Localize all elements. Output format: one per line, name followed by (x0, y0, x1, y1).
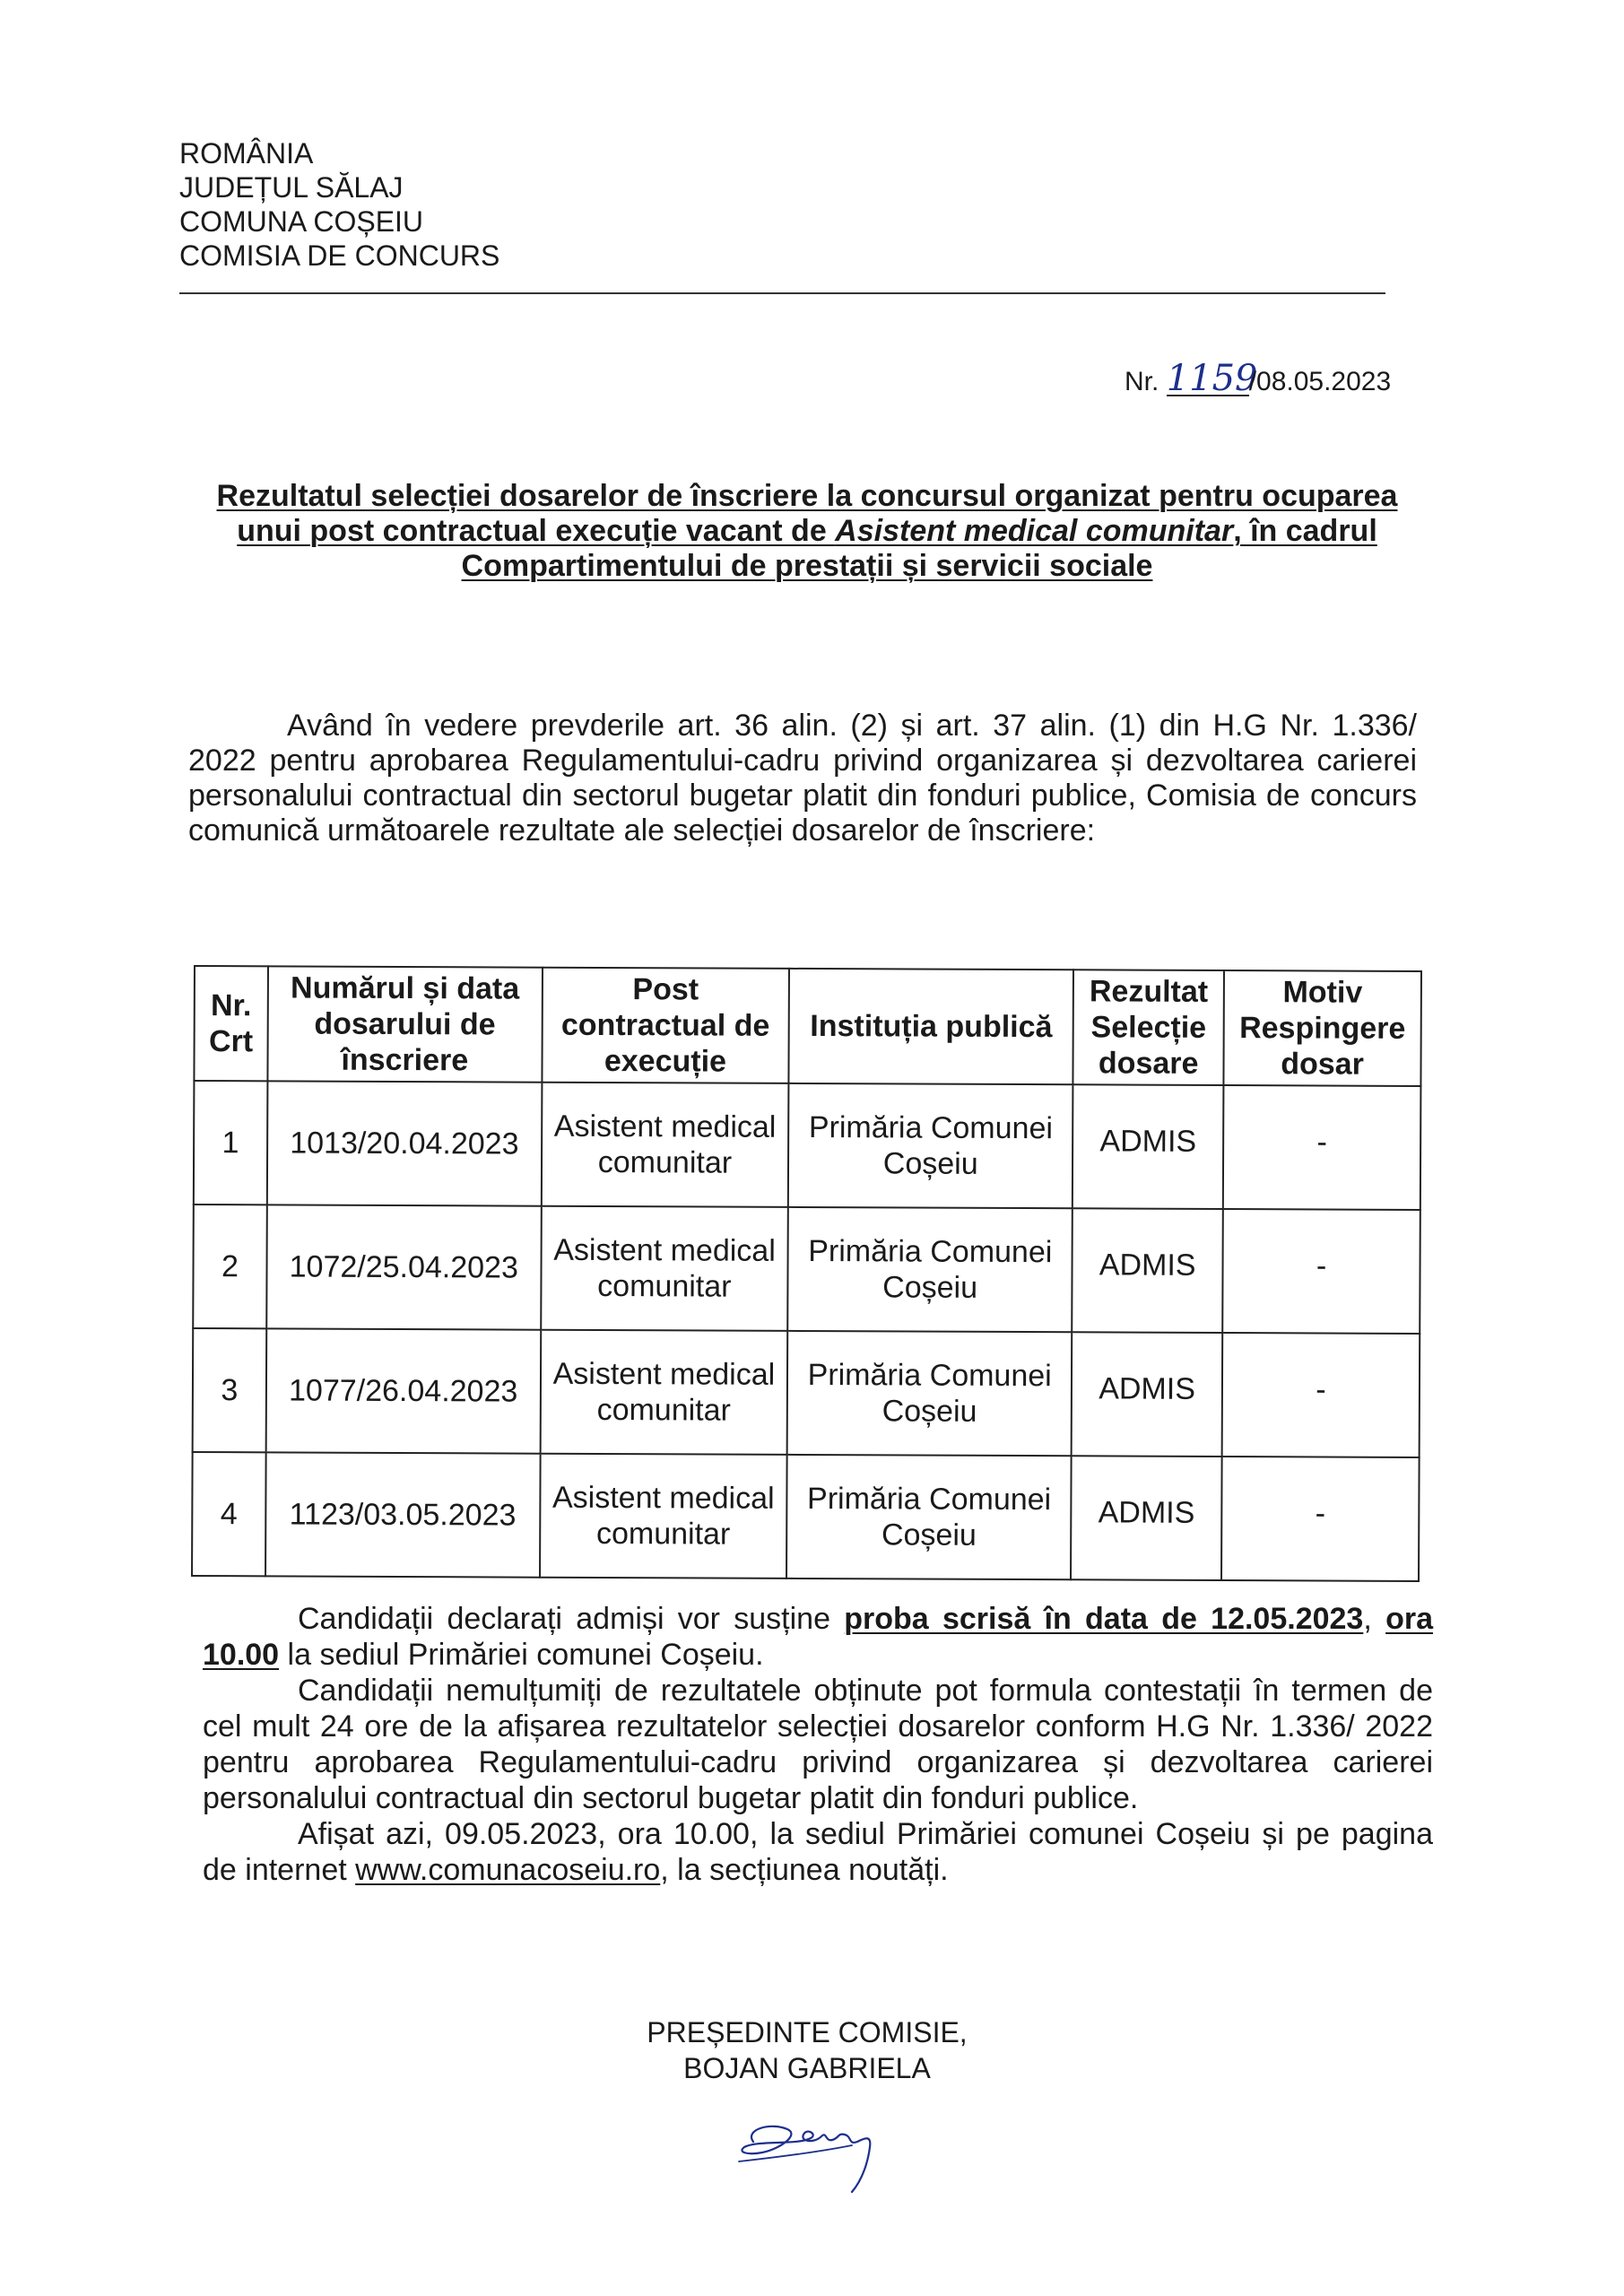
cell-reason: - (1222, 1209, 1420, 1334)
cell-file: 1077/26.04.2023 (266, 1328, 541, 1453)
cell-reason: - (1222, 1333, 1420, 1457)
signatory-name: BOJAN GABRIELA (683, 2052, 931, 2084)
intro-paragraph (188, 709, 1417, 848)
title-part-1: Rezultatul selecției dosarelor de înscriere la concursul organizat pentru ocuparea unui post contractual execuție vacant de (216, 479, 1398, 548)
cell-result: ADMIS (1072, 1332, 1222, 1457)
cell-file: 1072/25.04.2023 (266, 1205, 541, 1329)
document-title (215, 479, 1399, 584)
table-row (194, 1081, 1421, 1210)
table-row (193, 1328, 1420, 1457)
website-link[interactable]: www.comunacoseiu.ro (355, 1853, 661, 1887)
table-header-row (194, 966, 1421, 1086)
header-institution: Instituția publică (789, 969, 1074, 1084)
institution-header (179, 136, 499, 273)
signatory-role: PREȘEDINTE COMISIE, (647, 2016, 968, 2048)
posting-paragraph (203, 1816, 1433, 1888)
cell-institution: Primăria Comunei Coșeiu (787, 1331, 1073, 1456)
registration-prefix: Nr. (1125, 367, 1159, 396)
country-line: ROMÂNIA (179, 137, 314, 170)
header-nr-crt: Nr. Crt (194, 966, 267, 1081)
cell-nr: 3 (193, 1328, 266, 1452)
title-position: Asistent medical comunitar (835, 514, 1234, 548)
registration-handwritten-number: 1159 (1166, 358, 1258, 399)
cell-reason: - (1223, 1085, 1421, 1210)
intro-text: Având în vedere prevderile art. 36 alin. (2) și art. 37 alin. (1) din H.G Nr. 1.336/ 2022 pentru aprobarea Regulamentului-cadru privind organizarea și dezvoltarea carierei personalului contractual din sectorul bugetar platit din fonduri publice, Comisia de concurs comunică următoarele rezultate ale selecției dosarelor de înscriere: (188, 709, 1417, 848)
exam-date: proba scrisă în data de 12.05.2023 (844, 1602, 1364, 1636)
registration-number (1125, 358, 1392, 399)
exam-text-end: la sediul Primăriei comunei Coșeiu. (279, 1638, 764, 1672)
results-table (191, 965, 1422, 1582)
cell-nr: 1 (194, 1081, 267, 1205)
posting-text-start: Afișat azi, 09.05.2023, ora 10.00, la sediul Primăriei comunei Coșeiu și pe pagina de internet (203, 1817, 1433, 1887)
county-line: JUDEȚUL SĂLAJ (179, 171, 404, 204)
cell-reason: - (1221, 1457, 1420, 1581)
header-file-number-date: Numărul și data dosarului de înscriere (267, 966, 542, 1082)
appeal-paragraph: Candidații nemulțumiți de rezultatele obținute pot formula contestații în termen de cel mult 24 ore de la afișarea rezultatelor selecției dosarelor conform H.G Nr. 1.336/ 2022 pentru aprobarea Regulamentului-cadru privind organizarea și dezvoltarea carierei personalului contractual din sectorul bugetar platit din fonduri publice. (203, 1674, 1433, 1815)
cell-result: ADMIS (1073, 1084, 1223, 1209)
cell-institution: Primăria Comunei Coșeiu (787, 1207, 1073, 1332)
header-rejection-reason: Motiv Respingere dosar (1224, 970, 1421, 1086)
cell-institution: Primăria Comunei Coșeiu (788, 1083, 1073, 1208)
cell-position: Asistent medical comunitar (541, 1206, 788, 1331)
cell-result: ADMIS (1072, 1208, 1222, 1333)
cell-nr: 4 (192, 1452, 265, 1576)
header-divider (179, 292, 1385, 294)
signature-block (574, 2014, 1040, 2086)
cell-file: 1123/03.05.2023 (265, 1452, 540, 1577)
cell-nr: 2 (193, 1205, 266, 1328)
cell-institution: Primăria Comunei Coșeiu (786, 1455, 1072, 1579)
header-result: Rezultat Selecție dosare (1073, 970, 1224, 1085)
exam-text-sep: , (1363, 1602, 1386, 1636)
cell-result: ADMIS (1071, 1456, 1221, 1580)
header-position: Post contractual de execuție (542, 968, 789, 1083)
commission-line: COMISIA DE CONCURS (179, 239, 500, 272)
cell-position: Asistent medical comunitar (540, 1454, 787, 1578)
registration-date: /08.05.2023 (1248, 367, 1392, 396)
cell-position: Asistent medical comunitar (540, 1330, 787, 1455)
exam-hour: ora 10.00 (203, 1602, 1433, 1672)
posting-text-end: , la secțiunea noutăți. (660, 1853, 949, 1887)
table-row (192, 1452, 1420, 1581)
commune-line: COMUNA COȘEIU (179, 205, 424, 238)
exam-text-start: Candidații declarați admiși vor susține (298, 1602, 845, 1636)
exam-schedule-paragraph (203, 1601, 1433, 1673)
closing-paragraphs (203, 1601, 1433, 1888)
handwritten-signature (717, 2099, 933, 2197)
cell-file: 1013/20.04.2023 (267, 1081, 542, 1205)
table-row (193, 1205, 1420, 1334)
cell-position: Asistent medical comunitar (541, 1083, 788, 1207)
title-part-2: , în cadrul Compartimentului de prestații și servicii sociale (461, 514, 1377, 583)
